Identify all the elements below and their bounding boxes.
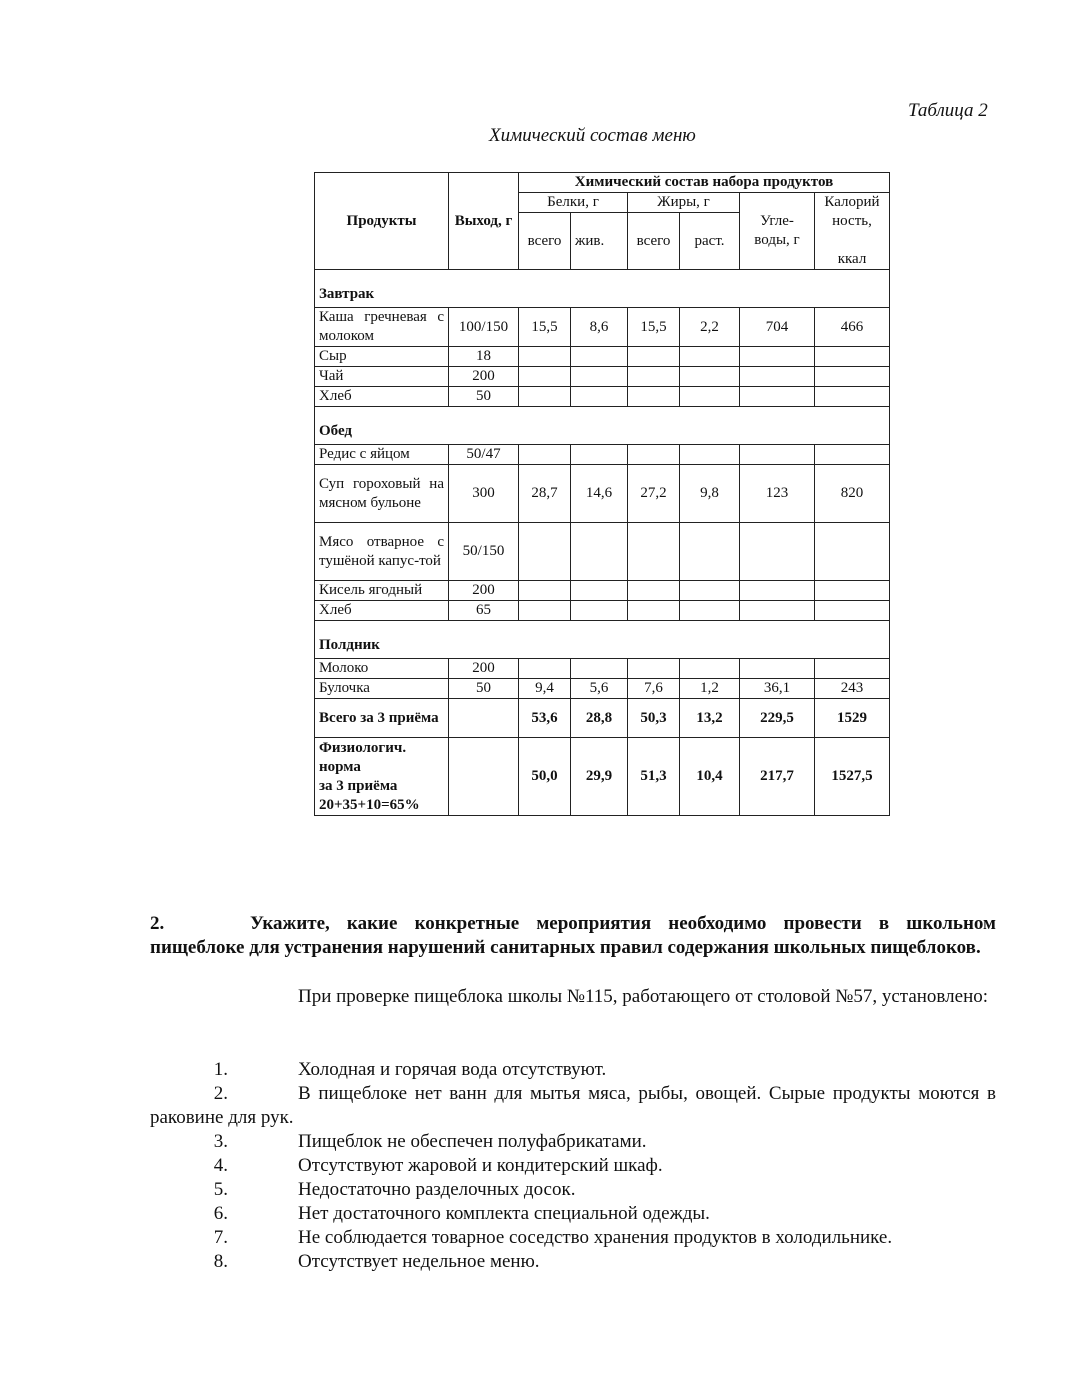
value-cell-carb [740, 347, 815, 367]
value-cell-carb: 36,1 [740, 679, 815, 699]
value-cell-p_an [571, 445, 628, 465]
value-cell-f_all [628, 581, 680, 601]
intro-paragraph [150, 985, 996, 1009]
total-label: Всего за 3 приёма [315, 699, 449, 738]
value-cell-cal [815, 581, 890, 601]
table-row [315, 308, 890, 347]
table-row [315, 347, 890, 367]
value-cell-out: 300 [449, 465, 519, 523]
value-cell-p_an [571, 387, 628, 407]
header-products: Продукты [315, 173, 449, 270]
value-cell-out: 50/150 [449, 523, 519, 581]
norm-output [449, 738, 519, 816]
value-cell-f_pl: 1,2 [680, 679, 740, 699]
value-cell-f_pl [680, 347, 740, 367]
table-row [315, 679, 890, 699]
value-cell-p_an [571, 367, 628, 387]
value-cell-cal [815, 387, 890, 407]
product-name-cell: Сыр [315, 347, 449, 367]
snack-rows [315, 659, 890, 699]
value-cell-out: 100/150 [449, 308, 519, 347]
value-cell-cal [815, 601, 890, 621]
value-cell-carb [740, 601, 815, 621]
value-cell-p_an [571, 581, 628, 601]
value-cell-carb [740, 445, 815, 465]
intro-text: При проверке пищеблока школы №115, работающего от столовой №57, установлено: [298, 986, 989, 1007]
norm-label-line2: норма [319, 758, 361, 775]
product-name-cell: Каша гречневая с молоком [315, 308, 449, 347]
norm-row [315, 738, 890, 816]
norm-label [315, 738, 449, 816]
value-cell-p_all [519, 387, 571, 407]
total-calories: 1529 [815, 699, 890, 738]
value-cell-cal [815, 659, 890, 679]
norm-fats: 51,3 [628, 738, 680, 816]
value-cell-f_all [628, 387, 680, 407]
product-name-cell: Мясо отварное с тушёной капус-той [315, 523, 449, 581]
header-chem-composition: Химический состав набора продуктов [519, 173, 890, 193]
product-name-cell: Чай [315, 367, 449, 387]
total-row [315, 699, 890, 738]
total-carbs: 229,5 [740, 699, 815, 738]
list-item-number: 2. [213, 1083, 228, 1104]
value-cell-cal [815, 523, 890, 581]
total-proteins: 53,6 [519, 699, 571, 738]
value-cell-f_all: 15,5 [628, 308, 680, 347]
value-cell-out: 50 [449, 679, 519, 699]
header-proteins-total: всего [519, 213, 571, 270]
header-calories-line2: ность, [832, 213, 872, 229]
value-cell-p_an [571, 347, 628, 367]
value-cell-p_an [571, 523, 628, 581]
lunch-rows [315, 445, 890, 621]
value-cell-p_all [519, 601, 571, 621]
value-cell-p_all: 28,7 [519, 465, 571, 523]
product-name-cell: Редис с яйцом [315, 445, 449, 465]
header-output: Выход, г [449, 173, 519, 270]
value-cell-f_all: 7,6 [628, 679, 680, 699]
list-item-number: 5. [213, 1179, 228, 1200]
total-fats: 50,3 [628, 699, 680, 738]
list-item-number: 1. [213, 1059, 228, 1080]
value-cell-carb [740, 659, 815, 679]
list-item-text: Пищеблок не обеспечен полуфабрикатами. [298, 1131, 647, 1152]
norm-label-line1: Физиологич. [319, 739, 407, 756]
list-item-text: Не соблюдается товарное соседство хранения продуктов в холодильнике. [298, 1227, 893, 1248]
value-cell-out: 50 [449, 387, 519, 407]
value-cell-cal: 243 [815, 679, 890, 699]
product-name-cell: Булочка [315, 679, 449, 699]
value-cell-cal [815, 367, 890, 387]
value-cell-cal [815, 347, 890, 367]
value-cell-f_pl [680, 601, 740, 621]
product-name-cell: Молоко [315, 659, 449, 679]
task-heading [150, 912, 996, 960]
value-cell-out: 18 [449, 347, 519, 367]
header-calories-line1: Калорий [824, 194, 880, 210]
norm-carbs: 217,7 [740, 738, 815, 816]
total-output [449, 699, 519, 738]
list-item-number: 4. [213, 1155, 228, 1176]
value-cell-carb [740, 387, 815, 407]
value-cell-out: 200 [449, 581, 519, 601]
value-cell-p_an: 14,6 [571, 465, 628, 523]
value-cell-cal: 820 [815, 465, 890, 523]
header-proteins: Белки, г [519, 193, 628, 213]
value-cell-carb [740, 581, 815, 601]
section-lunch: Обед [315, 407, 890, 445]
table-row [315, 465, 890, 523]
value-cell-f_pl: 9,8 [680, 465, 740, 523]
header-fats: Жиры, г [628, 193, 740, 213]
table-row [315, 659, 890, 679]
value-cell-f_all [628, 601, 680, 621]
value-cell-f_pl [680, 387, 740, 407]
total-proteins-animal: 28,8 [571, 699, 628, 738]
value-cell-p_all [519, 347, 571, 367]
norm-fats-plant: 10,4 [680, 738, 740, 816]
value-cell-f_all: 27,2 [628, 465, 680, 523]
value-cell-p_all: 15,5 [519, 308, 571, 347]
value-cell-out: 200 [449, 367, 519, 387]
value-cell-f_pl [680, 445, 740, 465]
header-fats-plant: раст. [680, 213, 740, 270]
value-cell-carb: 123 [740, 465, 815, 523]
header-fats-total: всего [628, 213, 680, 270]
table-row [315, 581, 890, 601]
chemical-composition-table [314, 172, 890, 816]
product-name-cell: Хлеб [315, 601, 449, 621]
section-snack: Полдник [315, 621, 890, 659]
header-calories-unit: ккал [837, 251, 867, 267]
list-item-text: Отсутствует недельное меню. [298, 1251, 540, 1272]
product-name-cell: Кисель ягодный [315, 581, 449, 601]
value-cell-out: 200 [449, 659, 519, 679]
table-row [315, 601, 890, 621]
list-item-text: Отсутствуют жаровой и кондитерский шкаф. [298, 1155, 663, 1176]
breakfast-rows [315, 308, 890, 407]
list-item-number: 7. [213, 1227, 228, 1248]
value-cell-out: 65 [449, 601, 519, 621]
list-item-text: Холодная и горячая вода отсутствуют. [298, 1059, 607, 1080]
task-text: Укажите, какие конкретные мероприятия необходимо провести в школьном пищеблоке для устранения нарушений санитарных правил содержания школьных пищеблоков. [150, 913, 996, 958]
value-cell-f_all [628, 523, 680, 581]
list-item-number: 8. [213, 1251, 228, 1272]
value-cell-f_pl [680, 659, 740, 679]
value-cell-f_all [628, 659, 680, 679]
value-cell-p_an [571, 659, 628, 679]
value-cell-f_all [628, 347, 680, 367]
header-calories [815, 193, 890, 270]
list-item-number: 3. [213, 1131, 228, 1152]
value-cell-f_all [628, 367, 680, 387]
value-cell-p_all [519, 445, 571, 465]
value-cell-p_an [571, 601, 628, 621]
value-cell-f_pl [680, 523, 740, 581]
value-cell-f_all [628, 445, 680, 465]
list-item-text: Нет достаточного комплекта специальной одежды. [298, 1203, 710, 1224]
value-cell-f_pl [680, 367, 740, 387]
value-cell-p_all [519, 367, 571, 387]
header-carbs: Угле-воды, г [740, 193, 815, 270]
section-breakfast: Завтрак [315, 270, 890, 308]
value-cell-cal [815, 445, 890, 465]
value-cell-p_all [519, 523, 571, 581]
product-name-cell: Суп гороховый на мясном бульоне [315, 465, 449, 523]
value-cell-p_all: 9,4 [519, 679, 571, 699]
value-cell-f_pl [680, 581, 740, 601]
value-cell-p_all [519, 659, 571, 679]
value-cell-p_an: 8,6 [571, 308, 628, 347]
table-row [315, 387, 890, 407]
value-cell-p_an: 5,6 [571, 679, 628, 699]
header-proteins-animal: жив. [571, 213, 628, 270]
task-number: 2. [150, 913, 165, 934]
value-cell-carb [740, 367, 815, 387]
norm-label-line3: за 3 приёма [319, 777, 398, 794]
value-cell-out: 50/47 [449, 445, 519, 465]
value-cell-p_all [519, 581, 571, 601]
table-row [315, 445, 890, 465]
norm-label-line4: 20+35+10=65% [319, 796, 420, 813]
norm-proteins: 50,0 [519, 738, 571, 816]
norm-calories: 1527,5 [815, 738, 890, 816]
table-row [315, 523, 890, 581]
product-name-cell: Хлеб [315, 387, 449, 407]
table-label: Таблица 2 [908, 100, 988, 121]
norm-proteins-animal: 29,9 [571, 738, 628, 816]
table-row [315, 367, 890, 387]
value-cell-carb: 704 [740, 308, 815, 347]
list-item-number: 6. [213, 1203, 228, 1224]
value-cell-f_pl: 2,2 [680, 308, 740, 347]
table-title: Химический состав меню [489, 125, 696, 146]
list-item-text: В пищеблоке нет ванн для мытья мяса, рыбы, овощей. Сырые продукты моются в раковине для рук. [150, 1083, 996, 1128]
list-item-text: Недостаточно разделочных досок. [298, 1179, 576, 1200]
value-cell-cal: 466 [815, 308, 890, 347]
value-cell-carb [740, 523, 815, 581]
total-fats-plant: 13,2 [680, 699, 740, 738]
